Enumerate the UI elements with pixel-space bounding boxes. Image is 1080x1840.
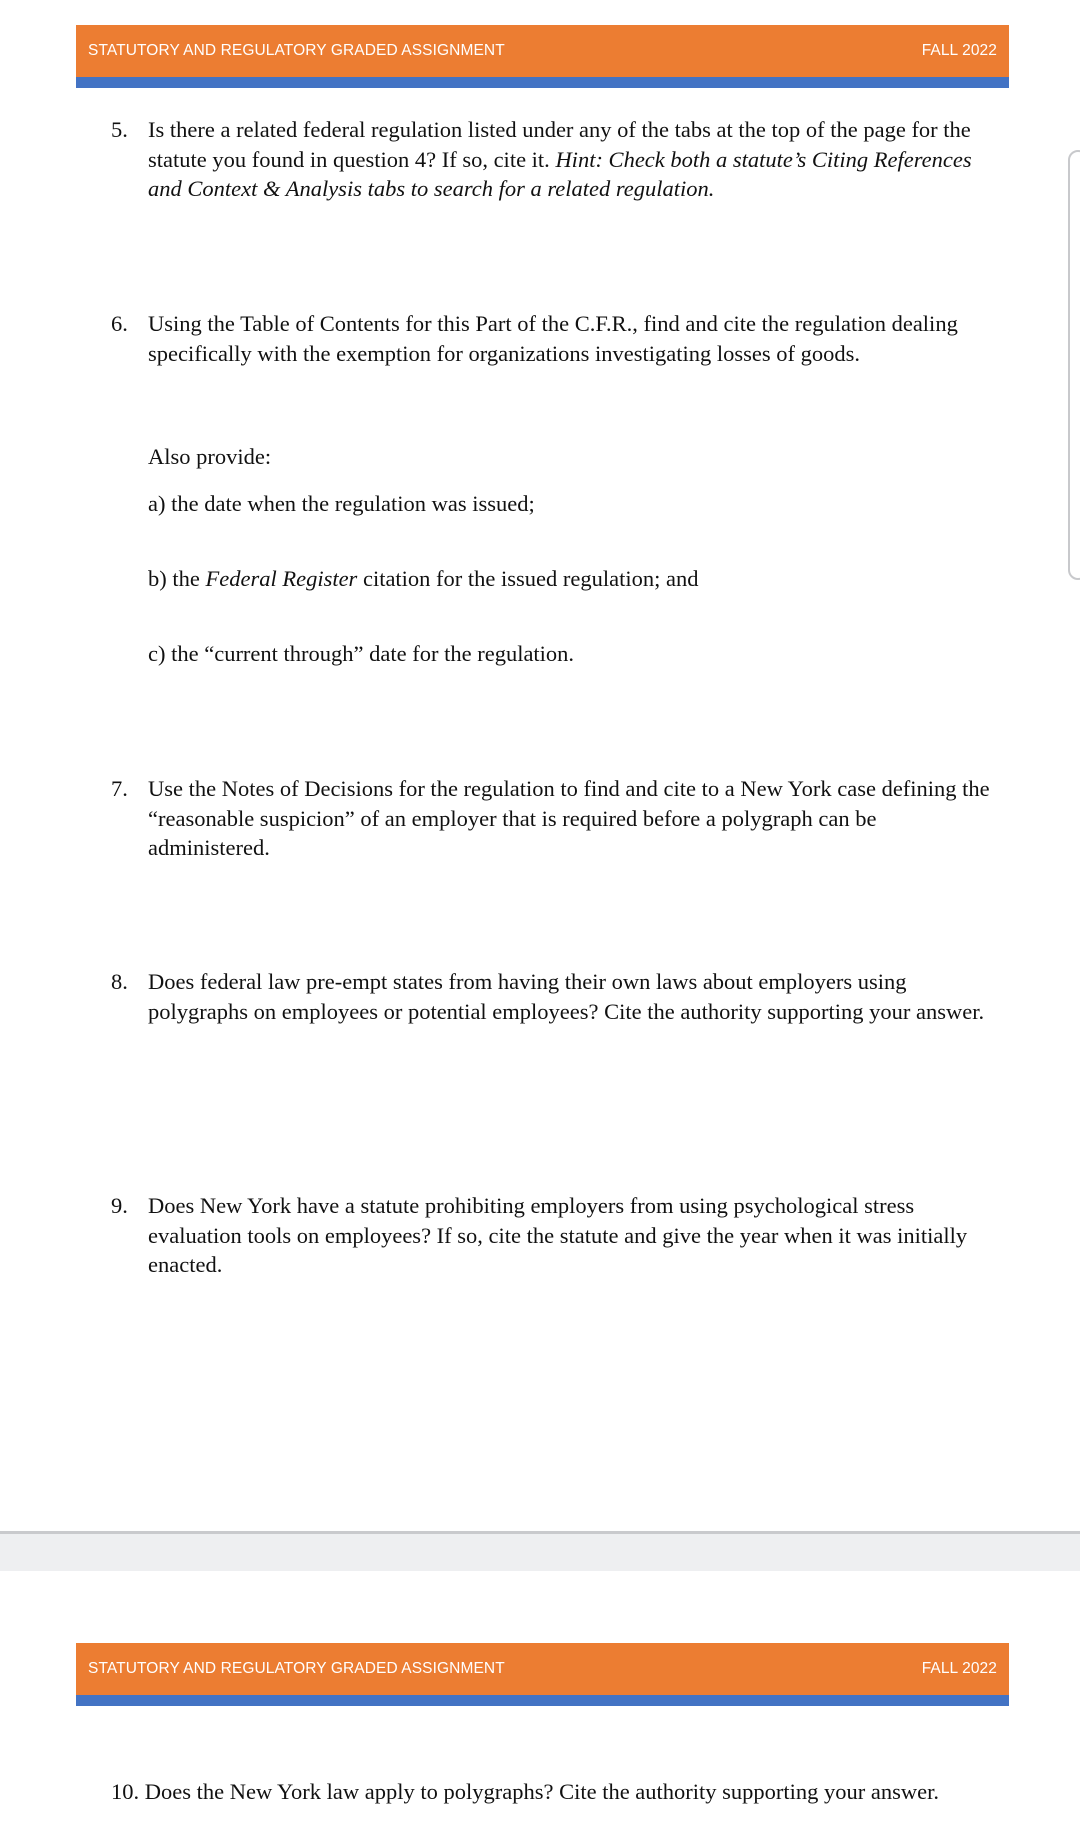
question-text: Use the Notes of Decisions for the regulation to find and cite to a New York case defining the “reasonable suspicion” of an employer that is required before a polygraph can be administered.: [148, 776, 990, 860]
question-number: 7.: [111, 776, 128, 801]
subpart-a: a) the date when the regulation was issued;: [148, 491, 535, 516]
question-hint: Hint: Check both a statute’s Citing References and Context & Analysis tabs to search for a related regulation.: [148, 146, 972, 201]
question-10: 10. Does the New York law apply to polygraphs? Cite the authority supporting your answer.: [111, 1779, 940, 1804]
header-accent-bar: [76, 77, 1009, 88]
question-number: 9.: [111, 1193, 128, 1218]
header-title: STATUTORY AND REGULATORY GRADED ASSIGNMENT: [88, 1660, 505, 1677]
question-6: [111, 309, 1001, 368]
question-9: [111, 1191, 1001, 1280]
scroll-handle[interactable]: [1068, 150, 1080, 580]
subpart-c: c) the “current through” date for the regulation.: [148, 641, 575, 666]
question-text: Does federal law pre-empt states from having their own laws about employers using polygraphs on employees or potential employees? Cite the authority supporting your answer.: [148, 969, 985, 1024]
subpart-b-prefix: b) the: [148, 566, 206, 591]
question-number: 5.: [111, 117, 128, 142]
question-text: [148, 115, 1001, 204]
header-accent-bar: [76, 1695, 1009, 1706]
question-5: [111, 115, 1001, 204]
question-body: Is there a related federal regulation listed under any of the tabs at the top of the page for the statute you found in question 4? If so, cite it.: [148, 117, 971, 172]
subpart-b: [148, 564, 699, 594]
page-header: [76, 1643, 1009, 1695]
subpart-b-italic: Federal Register: [205, 566, 358, 591]
question-text: Using the Table of Contents for this Part of the C.F.R., find and cite the regulation dealing specifically with the exemption for organizations investigating losses of goods.: [148, 311, 958, 366]
question-7: [111, 774, 1001, 863]
header-term: FALL 2022: [921, 42, 997, 59]
question-text: Does New York have a statute prohibiting employers from using psychological stress evaluation tools on employees? If so, cite the statute and give the year when it was initially enacted.: [148, 1193, 968, 1277]
also-provide-label: Also provide:: [148, 444, 272, 469]
page-header: [76, 25, 1009, 77]
question-number: 6.: [111, 311, 128, 336]
header-title: STATUTORY AND REGULATORY GRADED ASSIGNMENT: [88, 42, 505, 59]
page-separator: [0, 1531, 1080, 1571]
question-8: [111, 967, 1001, 1026]
header-term: FALL 2022: [921, 1660, 997, 1677]
question-number: 8.: [111, 969, 128, 994]
subpart-b-suffix: citation for the issued regulation; and: [357, 566, 699, 591]
